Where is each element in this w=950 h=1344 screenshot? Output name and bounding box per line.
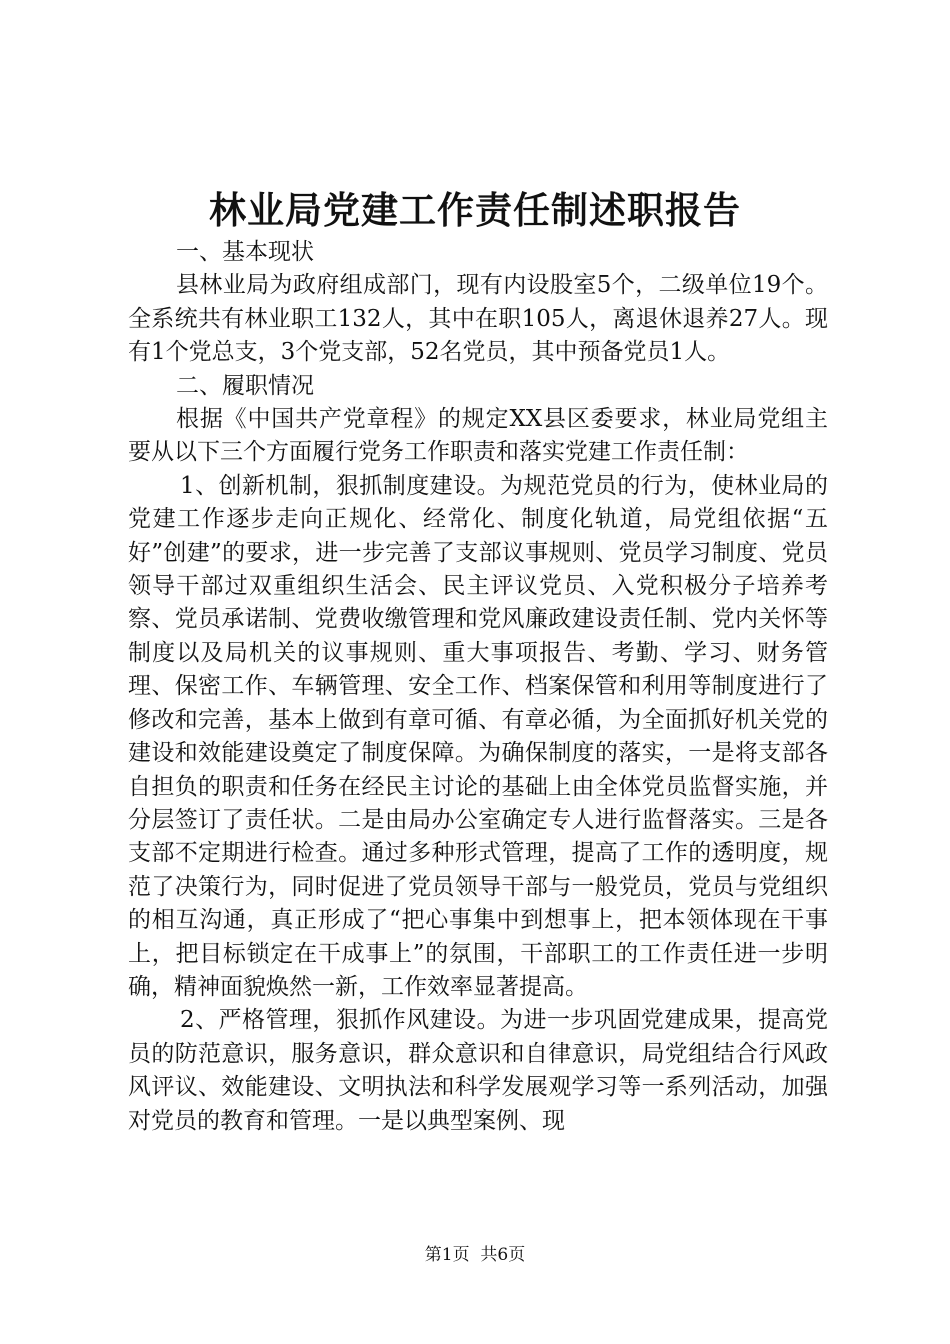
paragraph-duty-intro: 根据《中国共产党章程》的规定XX县区委要求，林业局党组主要从以下三个方面履行党务工作职责和落实党建工作责任制： — [128, 406, 828, 466]
section-heading-basic-status: 一、基本现状 — [176, 239, 314, 265]
paragraph-mechanism-innovation: 1、创新机制，狠抓制度建设。为规范党员的行为，使林业局的党建工作逐步走向正规化、经常化、制度化轨道，局党组依据“五好”创建”的要求，进一步完善了支部议事规则、党员学习制度、党员领导干部过双重组织生活会、民主评议党员、入党积极分子培养考察、党员承诺制、党费收缴管理和党风廉政建设责任制、党内关怀等制度以及局机关的议事规则、重大事项报告、考勤、学习、财务管理、保密工作、车辆管理、安全工作、档案保管和利用等制度进行了修改和完善，基本上做到有章可循、有章必循，为全面抓好机关党的建设和效能建设奠定了制度保障。为确保制度的落实，一是将支部各自担负的职责和任务在经民主讨论的基础上由全体党员监督实施，并分层签订了责任状。二是由局办公室确定专人进行监督落实。三是各支部不定期进行检查。通过多种形式管理，提高了工作的透明度，规范了决策行为，同时促进了党员领导干部与一般党员，党员与党组织的相互沟通，真正形成了“把心事集中到想事上，把本领体现在干事上，把目标锁定在干成事上”的氛围，干部职工的工作责任进一步明确，精神面貌焕然一新，工作效率显著提高。 — [128, 472, 828, 1000]
section-heading-duty-performance: 二、履职情况 — [176, 372, 314, 399]
page-total: 共6页 — [480, 1245, 526, 1265]
paragraph-strict-management: 2、严格管理，狠抓作风建设。为进一步巩固党建成果，提高党员的防范意识，服务意识，群众意识和自律意识，局党组结合行风政风评议、效能建设、文明执法和科学发展观学习等一系列活动，加强对党员的教育和管理。一是以典型案例、现 — [128, 1007, 828, 1134]
document-title: 林业局党建工作责任制述职报告 — [209, 188, 741, 232]
paragraph-basic-status: 县林业局为政府组成部门，现有内设股室5个，二级单位19个。全系统共有林业职工132人，其中在职105人，离退休退养27人。现有1个党总支，3个党支部，52名党员，其中预备党员1人。 — [128, 272, 828, 366]
page-footer — [0, 1243, 950, 1267]
document-body — [128, 236, 828, 1138]
page-number: 第1页 — [424, 1245, 470, 1265]
footer-spacer — [470, 1245, 481, 1265]
